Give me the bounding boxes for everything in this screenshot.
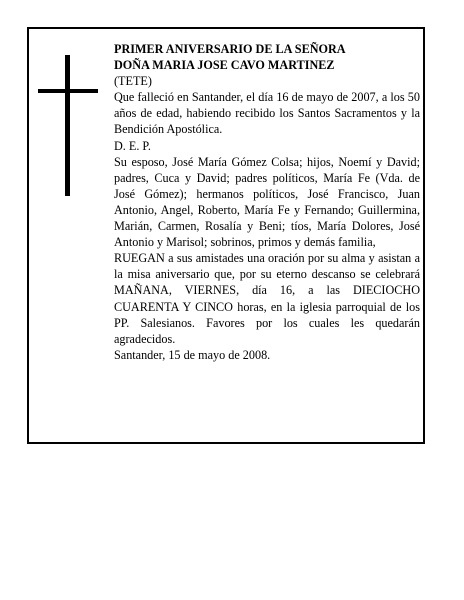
cross-vertical-bar: [65, 55, 70, 196]
obituary-text: [114, 41, 420, 363]
cross-icon: [38, 55, 98, 196]
nickname: (TETE): [114, 74, 152, 89]
title-line-2: DOÑA MARIA JOSE CAVO MARTINEZ: [114, 58, 335, 73]
family-paragraph: Su esposo, José María Gómez Colsa; hijos, Noemí y David; padres, Cuca y David; padres políticos, María Fe (Vda. de José Gómez); hermanos políticos, José Francisco, Juan Antonio, Angel, Roberto, María Fe y Fernando; Guillermina, Marián, Carmen, Rosalía y Beni; tíos, María Dolores, José Antonio y Marisol; sobrinos, primos y demás familia,: [114, 154, 420, 250]
title-line-1: PRIMER ANIVERSARIO DE LA SEÑORA: [114, 42, 346, 56]
request-paragraph: RUEGAN a sus amistades una oración por su alma y asistan a la misa aniversario que, por su eterno descanso se celebrará MAÑANA, VIERNES, día 16, a las DIECIOCHO CUARENTA Y CINCO horas, en la iglesia parroquial de los PP. Salesianos. Favores por los cuales les quedarán agradecidos.: [114, 251, 420, 346]
death-paragraph: Que falleció en Santander, el día 16 de mayo de 2007, a los 50 años de edad, habiendo recibido los Santos Sacramentos y la Bendición Apostólica.: [114, 90, 420, 137]
place-date: Santander, 15 de mayo de 2008.: [114, 347, 271, 362]
dep-line: D. E. P.: [114, 138, 151, 153]
cross-horizontal-bar: [38, 89, 98, 93]
